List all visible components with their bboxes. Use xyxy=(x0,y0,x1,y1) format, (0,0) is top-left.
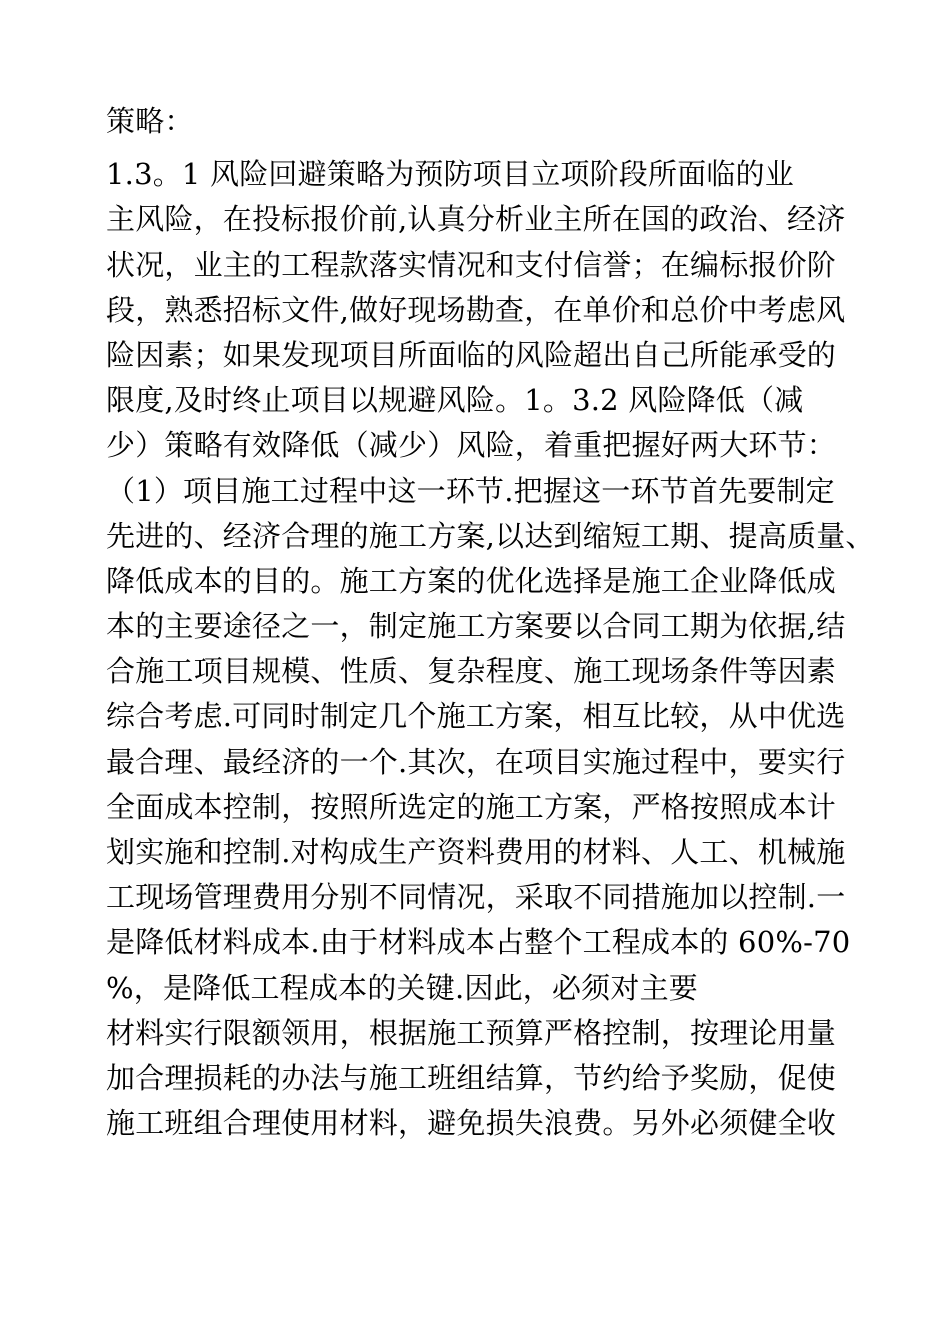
text-line: 本的主要途径之一，制定施工方案要以合同工期为依据,结 xyxy=(106,609,846,644)
text-line: 划实施和控制.对构成生产资料费用的材料、人工、机械施 xyxy=(106,835,846,869)
text-line: 加合理损耗的办法与施工班组结算，节约给予奖励，促使 xyxy=(106,1060,837,1095)
text-line: 限度,及时终止项目以规避风险。1。3.2 风险降低（减 xyxy=(106,383,804,418)
text-line: 状况，业主的工程款落实情况和支付信誉；在编标报价阶 xyxy=(106,247,837,282)
text-line: 最合理、最经济的一个.其次，在项目实施过程中，要实行 xyxy=(106,744,846,779)
document-body xyxy=(106,99,906,1146)
text-line: 段，熟悉招标文件,做好现场勘查，在单价和总价中考虑风 xyxy=(106,292,846,327)
text-line: 是降低材料成本.由于材料成本占整个工程成本的 60%-70 xyxy=(106,925,851,960)
text-line: 险因素；如果发现项目所面临的风险超出自己所能承受的 xyxy=(106,337,837,372)
text-line: 综合考虑.可同时制定几个施工方案，相互比较，从中优选 xyxy=(106,699,846,734)
text-line: 1.3。1 风险回避策略为预防项目立项阶段所面临的业 xyxy=(106,157,794,192)
text-line: 少）策略有效降低（减少）风险，着重把握好两大环节： xyxy=(106,428,837,463)
text-line: 施工班组合理使用材料，避免损失浪费。另外必须健全收 xyxy=(106,1106,837,1141)
text-line: 降低成本的目的。施工方案的优化选择是施工企业降低成 xyxy=(106,563,837,598)
text-line: 工现场管理费用分别不同情况，采取不同措施加以控制.一 xyxy=(106,880,846,915)
text-line-heading: 策略： xyxy=(106,104,194,138)
text-line: 先进的、经济合理的施工方案,以达到缩短工期、提高质量、 xyxy=(106,518,875,553)
text-line: （1）项目施工过程中这一环节.把握这一环节首先要制定 xyxy=(106,473,835,508)
text-line: 材料实行限额领用，根据施工预算严格控制，按理论用量 xyxy=(106,1015,837,1050)
text-line: %，是降低工程成本的关键.因此，必须对主要 xyxy=(106,970,698,1005)
text-line: 主风险，在投标报价前,认真分析业主所在国的政治、经济 xyxy=(106,202,846,237)
text-line: 全面成本控制，按照所选定的施工方案，严格按照成本计 xyxy=(106,789,837,824)
text-line: 合施工项目规模、性质、复杂程度、施工现场条件等因素 xyxy=(106,654,837,689)
